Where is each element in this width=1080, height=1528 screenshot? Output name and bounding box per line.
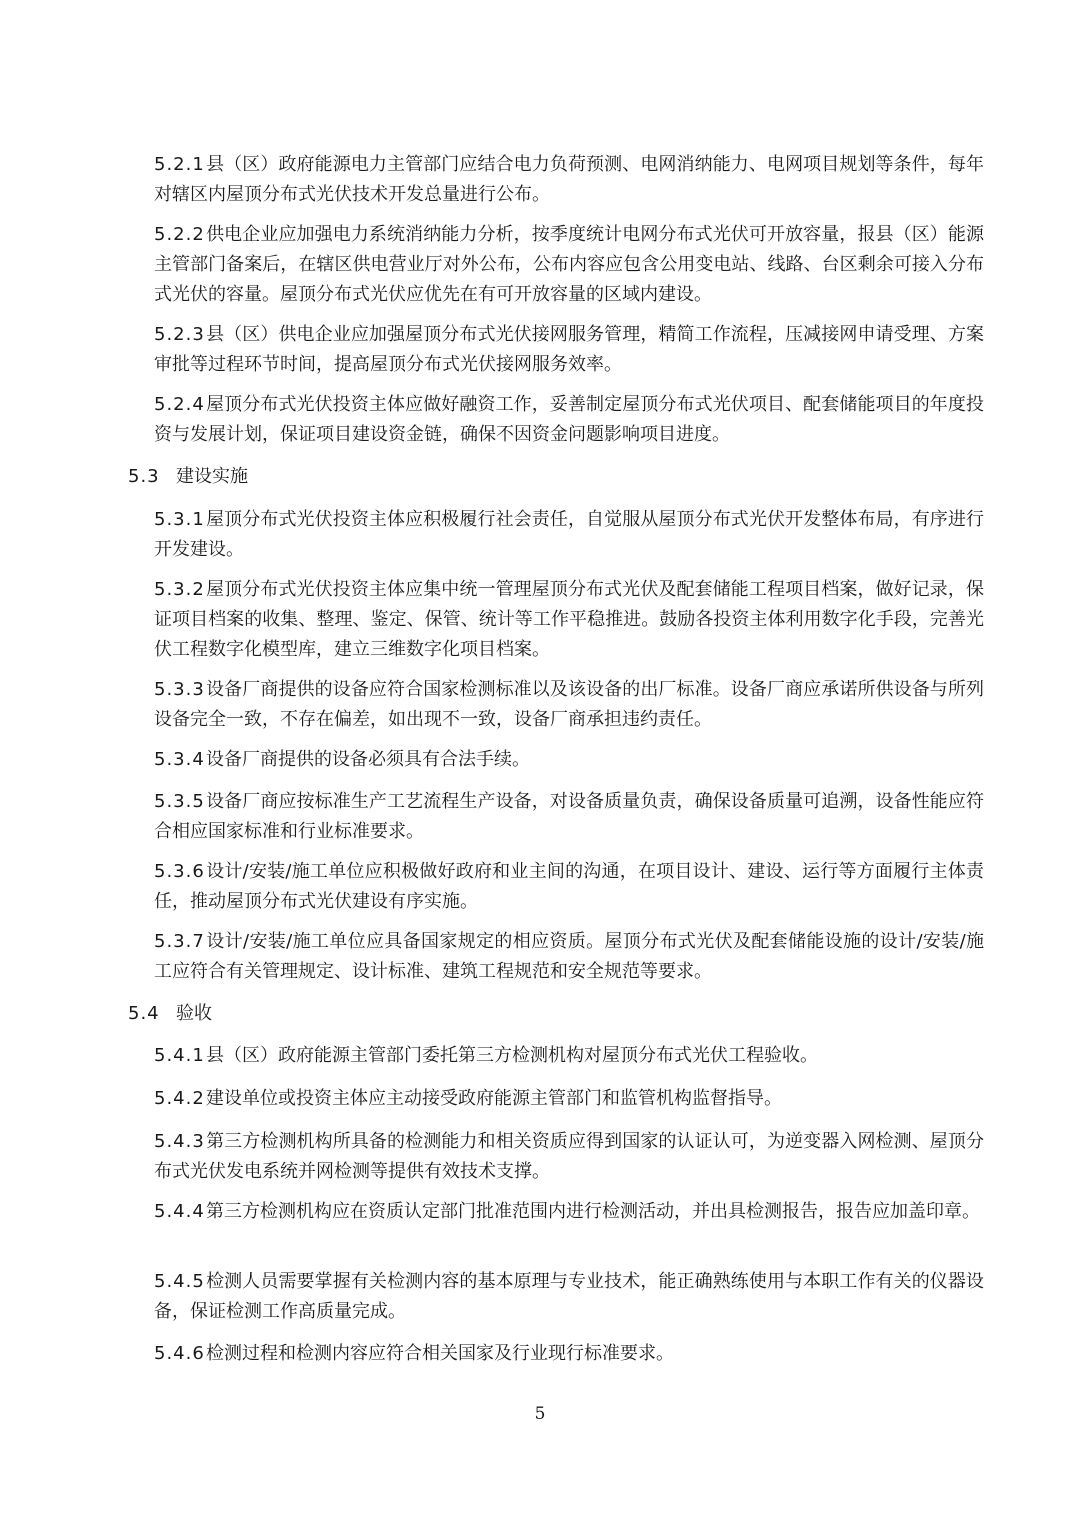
- clause-number: 5.3.7: [154, 931, 205, 952]
- clause-number: 5.2.2: [154, 224, 205, 245]
- clause-text: 设计/安装/施工单位应积极做好政府和业主间的沟通，在项目设计、建设、运行等方面履行主体责任，推动屋顶分布式光伏建设有序实施。: [154, 861, 984, 912]
- clause-5-3-7: [154, 927, 984, 987]
- clause-5-3-4: [154, 745, 984, 775]
- clause-text: 县（区）政府能源电力主管部门应结合电力负荷预测、电网消纳能力、电网项目规划等条件，每年对辖区内屋顶分布式光伏技术开发总量进行公布。: [154, 154, 984, 205]
- clause-number: 5.2.4: [154, 394, 205, 415]
- clause-5-4-1: [154, 1041, 984, 1071]
- clause-number: 5.3.5: [154, 791, 205, 812]
- clause-text: 屋顶分布式光伏投资主体应做好融资工作，妥善制定屋顶分布式光伏项目、配套储能项目的年度投资与发展计划，保证项目建设资金链，确保不因资金问题影响项目进度。: [154, 394, 984, 445]
- clause-text: 屋顶分布式光伏投资主体应集中统一管理屋顶分布式光伏及配套储能工程项目档案，做好记录，保证项目档案的收集、整理、鉴定、保管、统计等工作平稳推进。鼓励各投资主体利用数字化手段，完善光伏工程数字化模型库，建立三维数字化项目档案。: [154, 579, 984, 660]
- clause-number: 5.2.1: [154, 154, 205, 175]
- clause-5-3-3: [154, 675, 984, 735]
- section-heading-5-3: [128, 462, 958, 492]
- section-number: 5.4: [128, 1003, 160, 1024]
- clause-number: 5.3.4: [154, 749, 205, 770]
- page-number: 5: [534, 1404, 546, 1424]
- clause-text: 第三方检测机构应在资质认定部门批准范围内进行检测活动，并出具检测报告，报告应加盖印章。: [206, 1201, 980, 1222]
- clause-text: 设计/安装/施工单位应具备国家规定的相应资质。屋顶分布式光伏及配套储能设施的设计/安装/施工应符合有关管理规定、设计标准、建筑工程规范和安全规范等要求。: [154, 931, 984, 982]
- clause-number: 5.3.1: [154, 509, 205, 530]
- clause-text: 屋顶分布式光伏投资主体应积极履行社会责任，自觉服从屋顶分布式光伏开发整体布局，有序进行开发建设。: [154, 509, 984, 560]
- clause-5-2-1: [154, 150, 984, 210]
- section-number: 5.3: [128, 466, 160, 487]
- clause-number: 5.3.2: [154, 579, 205, 600]
- clause-text: 第三方检测机构所具备的检测能力和相关资质应得到国家的认证认可，为逆变器入网检测、屋顶分布式光伏发电系统并网检测等提供有效技术支撑。: [154, 1131, 984, 1182]
- clause-text: 供电企业应加强电力系统消纳能力分析，按季度统计电网分布式光伏可开放容量，报县（区）能源主管部门备案后，在辖区供电营业厅对外公布，公布内容应包含公用变电站、线路、台区剩余可接入分布式光伏的容量。屋顶分布式光伏应优先在有可开放容量的区域内建设。: [154, 224, 984, 305]
- clause-text: 设备厂商应按标准生产工艺流程生产设备，对设备质量负责，确保设备质量可追溯，设备性能应符合相应国家标准和行业标准要求。: [154, 791, 984, 842]
- clause-5-4-6: [154, 1339, 984, 1369]
- clause-5-3-6: [154, 857, 984, 917]
- clause-5-3-1: [154, 505, 984, 565]
- clause-text: 县（区）供电企业应加强屋顶分布式光伏接网服务管理，精简工作流程，压减接网申请受理、方案审批等过程环节时间，提高屋顶分布式光伏接网服务效率。: [154, 324, 984, 375]
- clause-number: 5.4.2: [154, 1088, 205, 1109]
- clause-5-2-2: [154, 220, 984, 310]
- clause-number: 5.4.4: [154, 1201, 205, 1222]
- clause-5-2-3: [154, 320, 984, 380]
- section-title: 验收: [176, 1003, 212, 1024]
- clause-number: 5.4.6: [154, 1343, 205, 1364]
- clause-number: 5.4.3: [154, 1131, 205, 1152]
- clause-5-3-2: [154, 575, 984, 665]
- clause-number: 5.3.6: [154, 861, 205, 882]
- clause-number: 5.4.5: [154, 1271, 205, 1292]
- clause-text: 设备厂商提供的设备必须具有合法手续。: [206, 749, 530, 770]
- clause-text: 设备厂商提供的设备应符合国家检测标准以及该设备的出厂标准。设备厂商应承诺所供设备与所列设备完全一致，不存在偏差，如出现不一致，设备厂商承担违约责任。: [154, 679, 984, 730]
- clause-number: 5.4.1: [154, 1045, 205, 1066]
- clause-5-4-2: [154, 1084, 984, 1114]
- clause-5-2-4: [154, 390, 984, 450]
- clause-text: 检测人员需要掌握有关检测内容的基本原理与专业技术，能正确熟练使用与本职工作有关的仪器设备，保证检测工作高质量完成。: [154, 1271, 984, 1322]
- clause-text: 建设单位或投资主体应主动接受政府能源主管部门和监管机构监督指导。: [206, 1088, 782, 1109]
- section-title: 建设实施: [176, 466, 248, 487]
- clause-text: 检测过程和检测内容应符合相关国家及行业现行标准要求。: [206, 1343, 674, 1364]
- clause-text: 县（区）政府能源主管部门委托第三方检测机构对屋顶分布式光伏工程验收。: [206, 1045, 818, 1066]
- clause-number: 5.2.3: [154, 324, 205, 345]
- clause-5-3-5: [154, 787, 984, 847]
- clause-number: 5.3.3: [154, 679, 205, 700]
- clause-5-4-5: [154, 1267, 984, 1327]
- clause-5-4-4: [154, 1197, 984, 1227]
- section-heading-5-4: [128, 999, 958, 1029]
- clause-5-4-3: [154, 1127, 984, 1187]
